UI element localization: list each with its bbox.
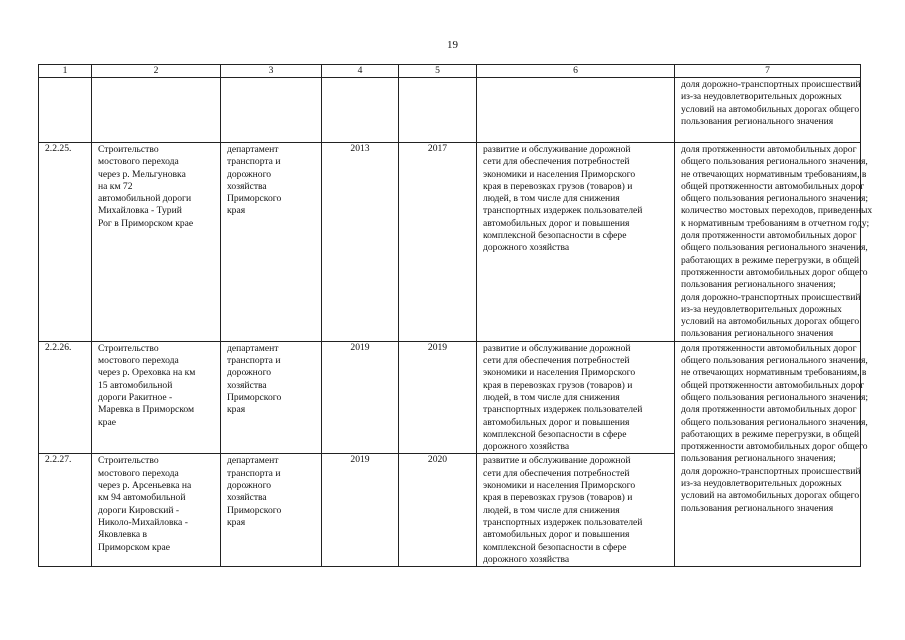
text-line: через р. Арсеньевка на bbox=[98, 480, 192, 492]
end-year-cell bbox=[399, 454, 477, 567]
text-line: доля дорожно-транспортных происшествий bbox=[681, 465, 861, 477]
text-line: Приморского bbox=[227, 504, 282, 516]
text-line: условий на автомобильных дорогах общего bbox=[681, 103, 860, 115]
text-line: развитие и обслуживание дорожной bbox=[483, 342, 631, 354]
text-line: мостового перехода bbox=[98, 156, 179, 168]
row-number-cell bbox=[39, 454, 92, 567]
text-line: края bbox=[227, 404, 246, 416]
text-line: экономики и населения Приморского bbox=[483, 367, 636, 379]
text-line: пользования регионального значения; bbox=[681, 279, 836, 291]
text-line: пользования регионального значения bbox=[681, 115, 834, 127]
text-line: края bbox=[227, 205, 246, 217]
header-cell: 6 bbox=[477, 65, 675, 78]
project-name-cell bbox=[92, 341, 221, 454]
text-line: комплексной безопасности в сфере bbox=[483, 428, 627, 440]
text-line: дорожного хозяйства bbox=[483, 553, 570, 565]
text-line: общего пользования регионального значения, bbox=[681, 156, 868, 168]
text-line: через р. Ореховка на км bbox=[98, 367, 196, 379]
text-line: условий на автомобильных дорогах общего bbox=[681, 316, 860, 328]
text-line: доля дорожно-транспортных происшествий bbox=[681, 79, 861, 90]
text-line: Приморском крае bbox=[98, 541, 171, 553]
text-line: Строительство bbox=[98, 455, 159, 467]
text-line: крае bbox=[98, 416, 116, 428]
text-line: Рог в Приморском крае bbox=[98, 217, 194, 229]
text-line: на км 72 bbox=[98, 180, 133, 192]
text-line: общего пользования регионального значения, bbox=[681, 416, 868, 428]
text-line: комплексной безопасности в сфере bbox=[483, 541, 627, 553]
text-line: условий на автомобильных дорогах общего bbox=[681, 490, 860, 502]
empty-cell bbox=[221, 78, 322, 143]
text-line: края в перевозках грузов (товаров) и bbox=[483, 492, 633, 504]
text-line: работающих в режиме перегрузки, в общей bbox=[681, 254, 860, 266]
text-line: дорожного хозяйства bbox=[483, 441, 570, 453]
text-line: автомобильной дороги bbox=[98, 193, 192, 205]
text-line: 15 автомобильной bbox=[98, 379, 173, 391]
text-line: транспортных издержек пользователей bbox=[483, 404, 643, 416]
text-line: хозяйства bbox=[227, 180, 267, 192]
continuation-row bbox=[39, 78, 861, 143]
text-line: пользования регионального значения; bbox=[681, 453, 836, 465]
text-line: из-за неудовлетворительных дорожных bbox=[681, 91, 842, 103]
goal-cell bbox=[477, 454, 675, 567]
goal-cell bbox=[477, 341, 675, 454]
text-line: не отвечающих нормативным требованиям, в bbox=[681, 168, 867, 180]
text-line: количество мостовых переходов, приведенных bbox=[681, 205, 873, 217]
text-line: не отвечающих нормативным требованиям, в bbox=[681, 367, 867, 379]
project-name-cell bbox=[92, 143, 221, 342]
program-table bbox=[38, 64, 873, 567]
text-line: автомобильных дорог и повышения bbox=[483, 416, 630, 428]
text-line: транспорта и bbox=[227, 355, 281, 367]
start-year: 2019 bbox=[350, 341, 370, 353]
text-line: автомобильных дорог и повышения bbox=[483, 217, 630, 229]
text-line: экономики и населения Приморского bbox=[483, 168, 636, 180]
executor-cell bbox=[221, 143, 322, 342]
end-year: 2020 bbox=[427, 454, 448, 466]
text-line: дорожного хозяйства bbox=[483, 242, 570, 254]
row-number: 2.2.25. bbox=[45, 143, 72, 154]
text-line: Михайловка - Турий bbox=[98, 205, 182, 217]
goal-cell bbox=[477, 143, 675, 342]
text-line: км 94 автомобильной bbox=[98, 492, 186, 504]
header-cell: 2 bbox=[92, 65, 221, 78]
text-line: дорожного bbox=[227, 480, 272, 492]
text-line: мостового перехода bbox=[98, 355, 179, 367]
goal-text bbox=[477, 342, 674, 454]
start-year: 2019 bbox=[350, 454, 370, 466]
project-name-cell bbox=[92, 454, 221, 567]
text-line: общего пользования регионального значения, bbox=[681, 242, 868, 254]
text-line: людей, в том числе для снижения bbox=[483, 504, 620, 516]
table-row bbox=[39, 341, 861, 454]
text-line: дорожного bbox=[227, 168, 272, 180]
text-line: Строительство bbox=[98, 342, 159, 354]
header-cell: 4 bbox=[322, 65, 399, 78]
project-name bbox=[92, 454, 220, 553]
text-line: доля протяженности автомобильных дорог bbox=[681, 342, 857, 354]
indicators-cell bbox=[675, 78, 861, 143]
row-number-cell bbox=[39, 341, 92, 454]
text-line: общего пользования регионального значения; bbox=[681, 391, 869, 403]
project-name bbox=[92, 143, 220, 230]
text-line: общего пользования регионального значения, bbox=[681, 355, 868, 367]
executor bbox=[221, 454, 321, 529]
text-line: Приморского bbox=[227, 193, 282, 205]
row-number: 2.2.27. bbox=[45, 454, 72, 466]
text-line: транспорта и bbox=[227, 156, 281, 168]
end-year-cell bbox=[399, 341, 477, 454]
executor-cell bbox=[221, 341, 322, 454]
text-line: из-за неудовлетворительных дорожных bbox=[681, 303, 842, 315]
text-line: комплексной безопасности в сфере bbox=[483, 230, 627, 242]
end-year: 2019 bbox=[427, 341, 448, 353]
indicators-text bbox=[675, 78, 860, 128]
project-name bbox=[92, 342, 220, 429]
text-line: департамент bbox=[227, 144, 279, 155]
text-line: людей, в том числе для снижения bbox=[483, 391, 620, 403]
text-line: доля протяженности автомобильных дорог bbox=[681, 144, 857, 155]
start-year: 2013 bbox=[350, 143, 370, 154]
row-number-cell bbox=[39, 143, 92, 342]
text-line: Маревка в Приморском bbox=[98, 404, 195, 416]
header-cell: 3 bbox=[221, 65, 322, 78]
text-line: людей, в том числе для снижения bbox=[483, 193, 620, 205]
indicators-cell bbox=[675, 143, 873, 342]
text-line: сети для обеспечения потребностей bbox=[483, 467, 630, 479]
text-line: из-за неудовлетворительных дорожных bbox=[681, 478, 842, 490]
text-line: к нормативным требованиям в отчетном году; bbox=[681, 217, 870, 229]
indicators-text bbox=[675, 143, 873, 341]
text-line: дороги Ракитное - bbox=[98, 391, 173, 403]
text-line: сети для обеспечения потребностей bbox=[483, 156, 630, 168]
empty-cell bbox=[92, 78, 221, 143]
text-line: транспортных издержек пользователей bbox=[483, 516, 643, 528]
header-cell: 5 bbox=[399, 65, 477, 78]
empty-cell bbox=[399, 78, 477, 143]
empty-cell bbox=[477, 78, 675, 143]
text-line: развитие и обслуживание дорожной bbox=[483, 144, 631, 155]
text-line: транспортных издержек пользователей bbox=[483, 205, 643, 217]
empty-cell bbox=[39, 78, 92, 143]
text-line: протяженности автомобильных дорог общего bbox=[681, 266, 868, 278]
table-row bbox=[39, 143, 861, 342]
text-line: через р. Мельгуновка bbox=[98, 168, 186, 180]
text-line: хозяйства bbox=[227, 492, 267, 504]
text-line: дороги Кировский - bbox=[98, 504, 180, 516]
text-line: мостового перехода bbox=[98, 467, 179, 479]
text-line: края в перевозках грузов (товаров) и bbox=[483, 180, 633, 192]
text-line: экономики и населения Приморского bbox=[483, 480, 636, 492]
indicators-text bbox=[675, 342, 869, 515]
start-year-cell bbox=[322, 341, 399, 454]
text-line: доля дорожно-транспортных происшествий bbox=[681, 291, 861, 303]
text-line: общей протяженности автомобильных дорог bbox=[681, 180, 865, 192]
goal-text bbox=[477, 143, 674, 255]
text-line: департамент bbox=[227, 455, 279, 467]
page-number: 19 bbox=[447, 39, 458, 51]
start-year-cell bbox=[322, 454, 399, 567]
executor bbox=[221, 342, 321, 417]
text-line: протяженности автомобильных дорог общего bbox=[681, 441, 868, 453]
text-line: департамент bbox=[227, 342, 279, 354]
executor-cell bbox=[221, 454, 322, 567]
row-number: 2.2.26. bbox=[45, 341, 72, 353]
text-line: хозяйства bbox=[227, 379, 267, 391]
header-cell: 7 bbox=[675, 65, 861, 78]
text-line: пользования регионального значения bbox=[681, 502, 834, 514]
text-line: доля протяженности автомобильных дорог bbox=[681, 404, 857, 416]
text-line: доля протяженности автомобильных дорог bbox=[681, 230, 857, 242]
text-line: сети для обеспечения потребностей bbox=[483, 355, 630, 367]
text-line: края в перевозках грузов (товаров) и bbox=[483, 379, 633, 391]
text-line: общей протяженности автомобильных дорог bbox=[681, 379, 865, 391]
end-year: 2017 bbox=[427, 143, 448, 154]
goal-text bbox=[477, 454, 674, 566]
text-line: общего пользования регионального значения; bbox=[681, 193, 869, 205]
text-line: Яковлевка в bbox=[98, 529, 148, 541]
start-year-cell bbox=[322, 143, 399, 342]
text-line: дорожного bbox=[227, 367, 272, 379]
shared-indicators-cell bbox=[675, 341, 869, 566]
text-line: края bbox=[227, 516, 246, 528]
text-line: Приморского bbox=[227, 391, 282, 403]
empty-cell bbox=[322, 78, 399, 143]
executor bbox=[221, 143, 321, 218]
text-line: автомобильных дорог и повышения bbox=[483, 529, 630, 541]
text-line: транспорта и bbox=[227, 467, 281, 479]
text-line: работающих в режиме перегрузки, в общей bbox=[681, 428, 860, 440]
header-cell: 1 bbox=[39, 65, 92, 78]
text-line: пользования регионального значения bbox=[681, 328, 834, 340]
text-line: Строительство bbox=[98, 144, 159, 155]
end-year-cell bbox=[399, 143, 477, 342]
text-line: Николо-Михайловка - bbox=[98, 516, 188, 528]
header-row bbox=[39, 65, 861, 78]
text-line: развитие и обслуживание дорожной bbox=[483, 455, 631, 467]
